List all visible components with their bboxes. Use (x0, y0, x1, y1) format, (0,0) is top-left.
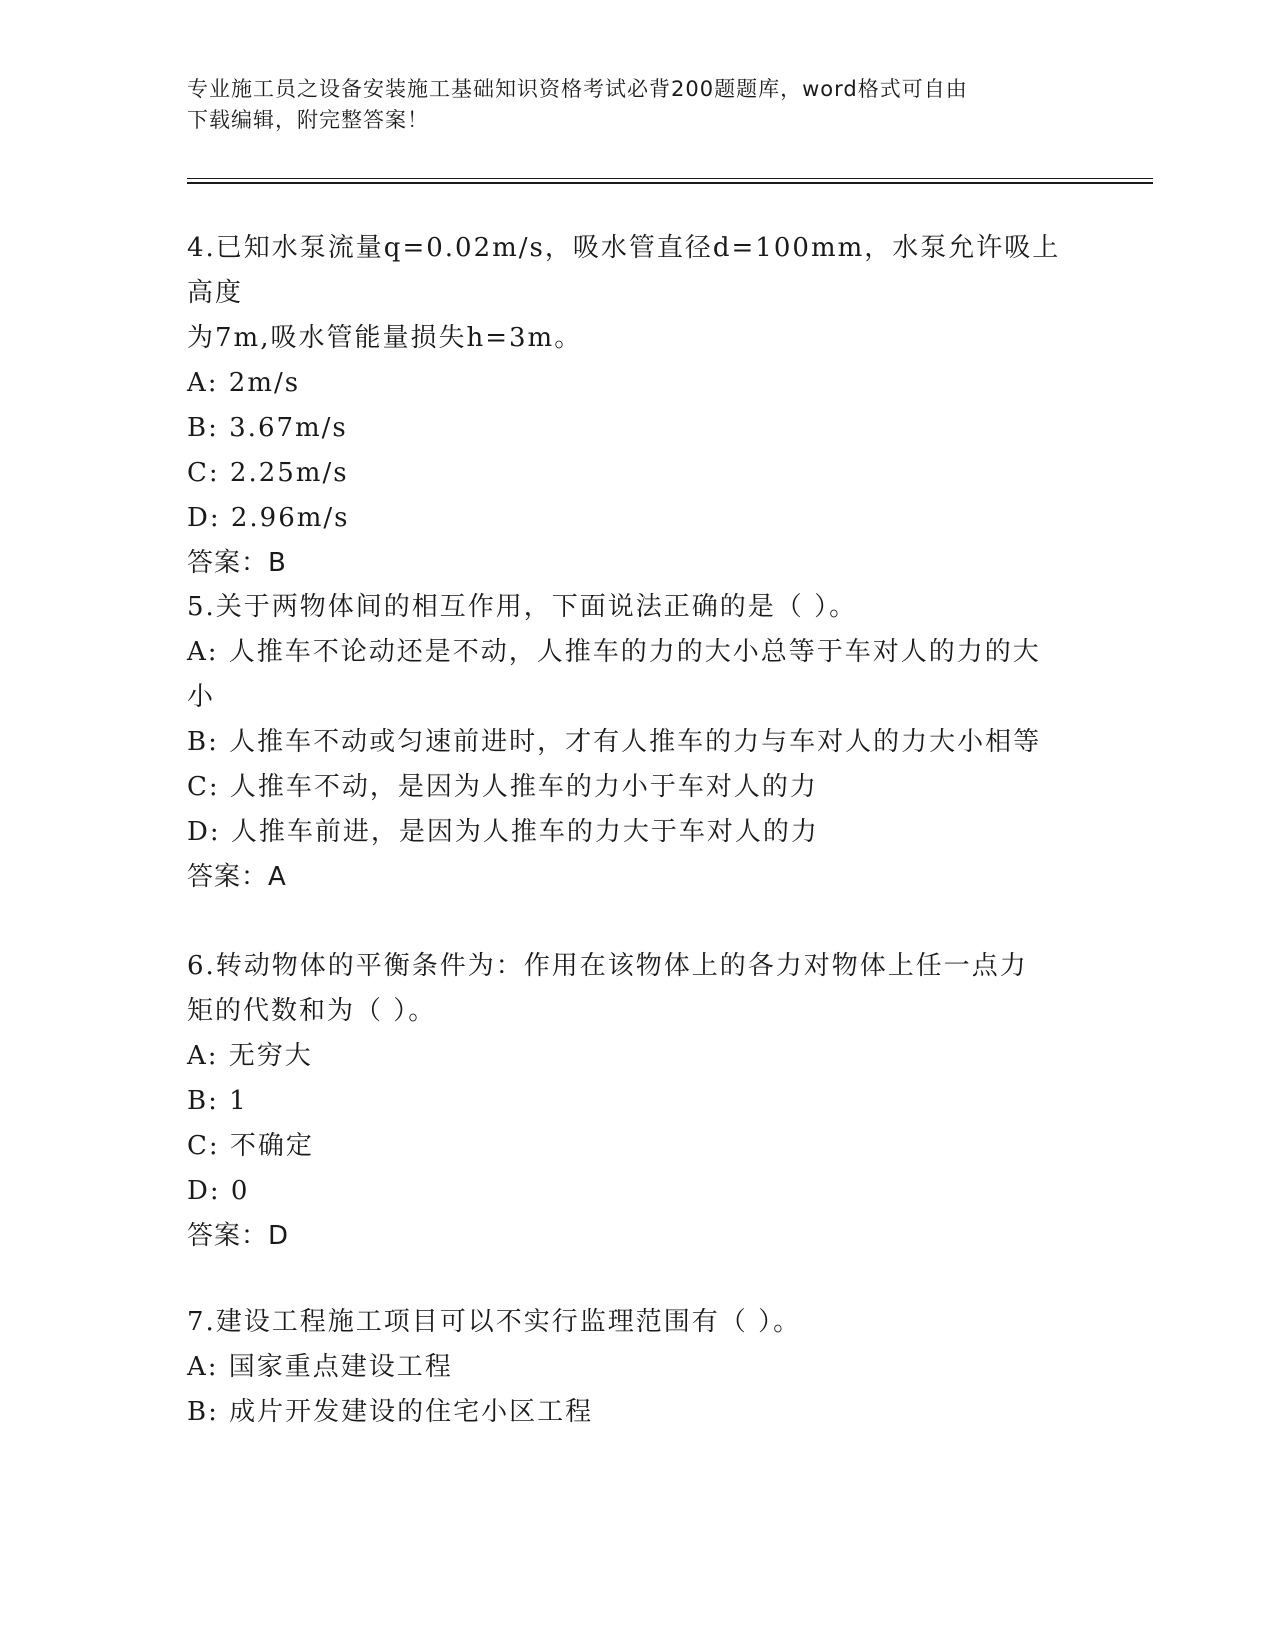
question-stem-line: 为7m,吸水管能量损失h=3m。 (187, 323, 583, 353)
option-a: A: 无穷大 (187, 1041, 313, 1071)
header-line-1: 专业施工员之设备安装施工基础知识资格考试必背200题题库，word格式可自由 (187, 77, 968, 101)
question-7 (187, 1300, 1087, 1435)
answer: 答案：B (187, 548, 287, 578)
question-5 (187, 585, 1087, 900)
question-stem-line: 7.建设工程施工项目可以不实行监理范围有（ ）。 (187, 1307, 802, 1337)
question-stem-line: 6.转动物体的平衡条件为：作用在该物体上的各力对物体上任一点力 (187, 951, 1028, 981)
header-line-2: 下载编辑，附完整答案！ (187, 108, 429, 132)
question-6 (187, 944, 1087, 1259)
option-b: B: 3.67m/s (187, 413, 348, 443)
question-stem-line: 矩的代数和为（ ）。 (187, 996, 437, 1026)
option-c: C: 2.25m/s (187, 458, 349, 488)
answer: 答案：A (187, 862, 287, 892)
question-stem-line: 4.已知水泵流量q=0.02m/s，吸水管直径d=100mm，水泵允许吸上高度 (187, 233, 1061, 308)
header-rule-thick (187, 182, 1153, 184)
header-rule-thin (187, 178, 1153, 179)
option-c: C: 不确定 (187, 1131, 314, 1161)
option-d: D: 2.96m/s (187, 503, 350, 533)
document-header (187, 74, 1087, 136)
option-d: D: 人推车前进，是因为人推车的力大于车对人的力 (187, 817, 819, 847)
question-4 (187, 226, 1087, 586)
option-a-continued: 小 (187, 682, 216, 712)
option-a: A: 国家重点建设工程 (187, 1352, 453, 1382)
answer: 答案：D (187, 1221, 290, 1251)
question-stem-line: 5.关于两物体间的相互作用，下面说法正确的是（ ）。 (187, 592, 858, 622)
option-a: A: 2m/s (187, 368, 301, 398)
option-a: A: 人推车不论动还是不动，人推车的力的大小总等于车对人的力的大 (187, 637, 1041, 667)
option-d: D: 0 (187, 1176, 250, 1206)
option-b: B: 成片开发建设的住宅小区工程 (187, 1397, 594, 1427)
option-c: C: 人推车不动，是因为人推车的力小于车对人的力 (187, 772, 818, 802)
option-b: B: 人推车不动或匀速前进时，才有人推车的力与车对人的力大小相等 (187, 727, 1042, 757)
option-b: B: 1 (187, 1086, 248, 1116)
